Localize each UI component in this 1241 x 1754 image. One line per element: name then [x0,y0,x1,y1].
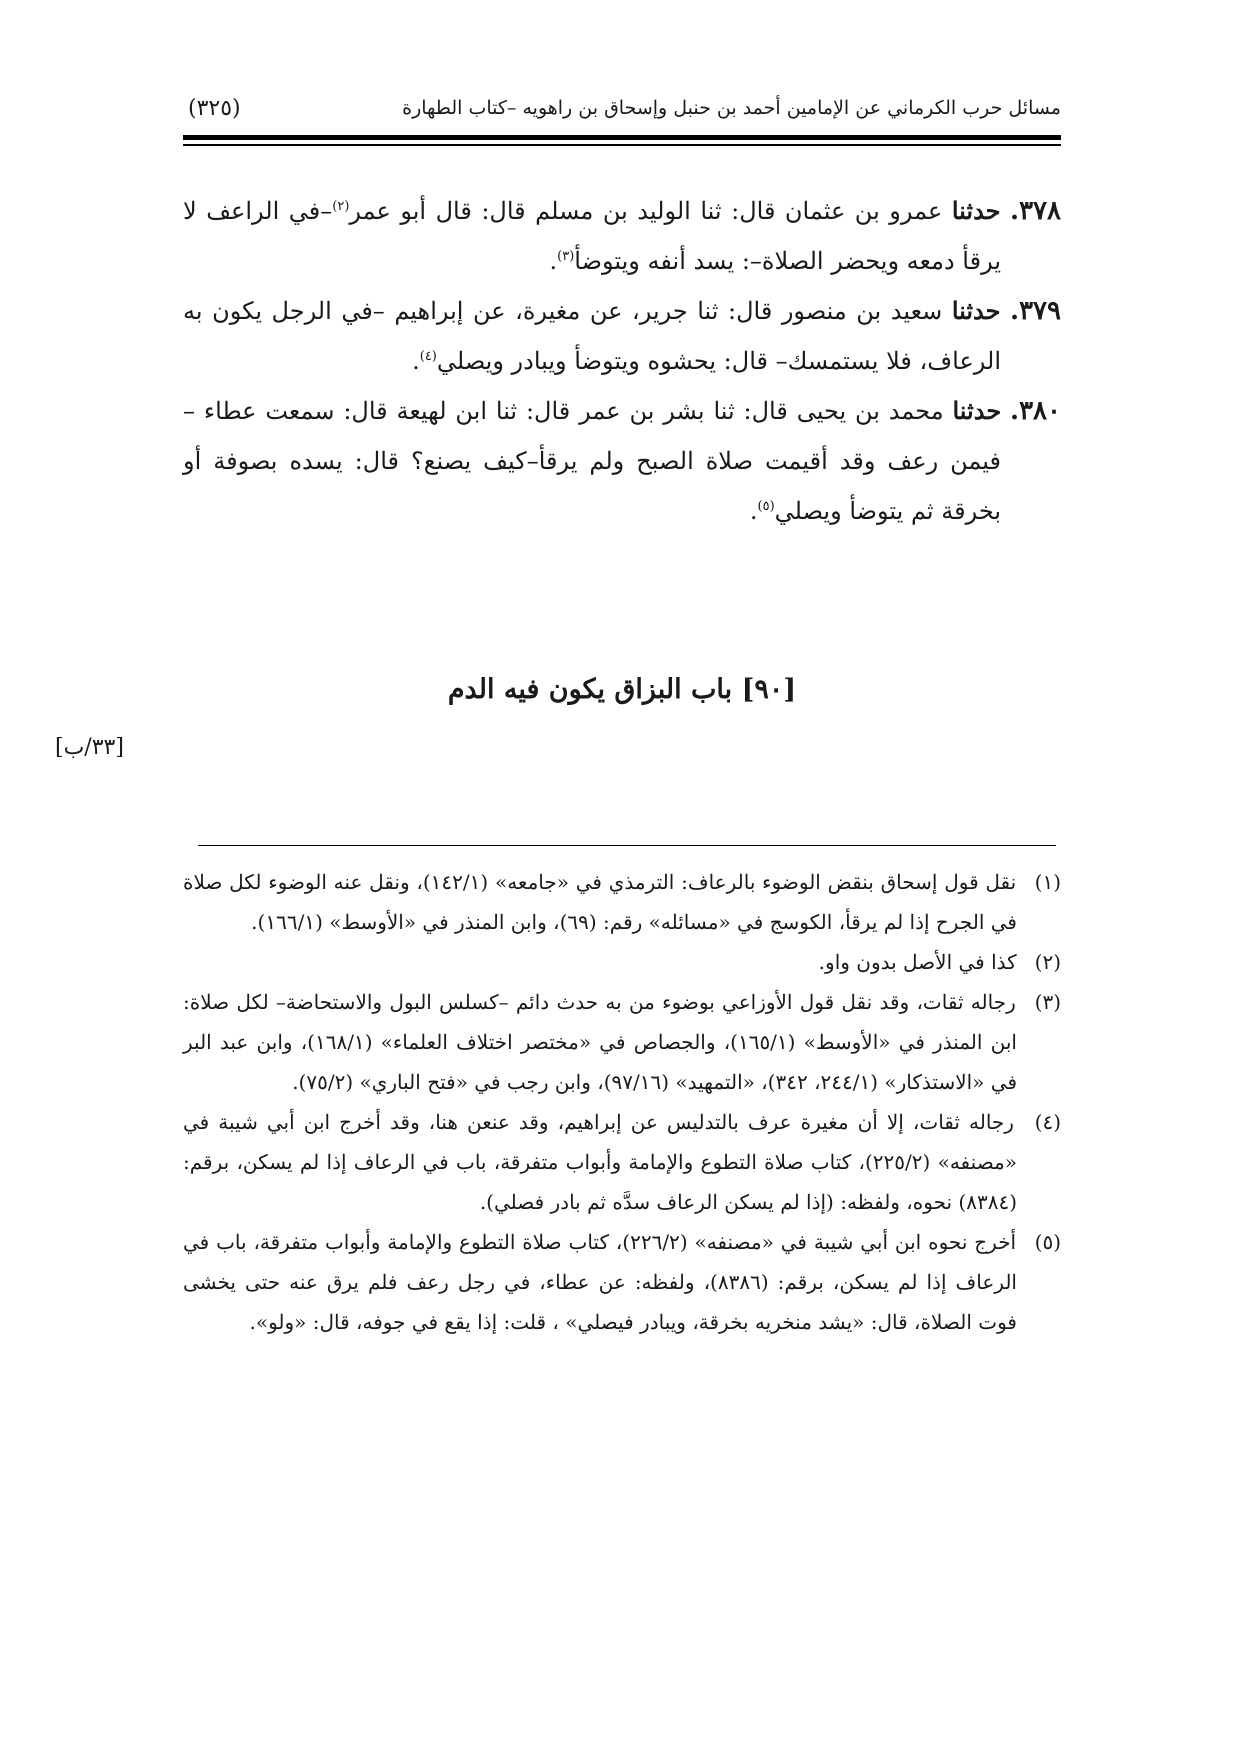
footnote-ref[interactable]: (٥) [757,499,775,514]
entry-text: –في الراعف لا يرقأ دمعه ويحضر الصلاة–: يسد أنفه ويتوضأ [183,197,1001,275]
footnote-text: أخرج نحوه ابن أبي شيبة في «مصنفه» (٢٢٦/٢)، كتاب صلاة التطوع والإمامة وأبواب متفرقة، باب في الرعاف إذا لم يسكن، برقم: (٨٣٨٦)، ولفظه: عن عطاء، في رجل رعف فلم يرق عنه حتى يخشى فوت الصلاة، قال: «يشد منخريه بخرقة، ويبادر فيصلي» ، قلت: إذا يقع في جوفه، قال: «ولو». [183,1230,1017,1334]
footnote-text: نقل قول إسحاق بنقض الوضوء بالرعاف: الترمذي في «جامعه» (١٤٢/١)، ونقل عنه الوضوء لكل صلاة في الجرح إذا لم يرقأ، الكوسج في «مسائله» رقم: (٦٩)، وابن المنذر في «الأوسط» (١٦٦/١). [183,870,1017,934]
footnote-number: (١) [1034,870,1062,894]
header-rule-thick [183,135,1061,140]
footnote-text: رجاله ثقات، وقد نقل قول الأوزاعي بوضوء من به حدث دائم –كسلس البول والاستحاضة– لكل صلاة: ابن المنذر في «الأوسط» (١٦٥/١)، والجصاص في «مختصر اختلاف العلماء» (١٦٨/١)، وابن عبد البر في «الاستذكار» (٢٤٤/١، ٣٤٢)، «التمهيد» (٩٧/١٦)، وابن رجب في «فتح الباري» (٧٥/٢). [183,990,1017,1094]
footnote-4 [183,1102,1061,1222]
entry-number: ٣٧٨. [1010,196,1061,226]
footnote-text: رجاله ثقات، إلا أن مغيرة عرف بالتدليس عن إبراهيم، وقد عنعن هنا، وقد أخرج ابن أبي شيبة في «مصنفه» (٢٢٥/٢)، كتاب صلاة التطوع والإمامة وأبواب متفرقة، باب في الرعاف إذا لم يسكن، برقم: (٨٣٨٤) نحوه، ولفظه: (إذا لم يسكن الرعاف سدَّه ثم بادر فصلي). [183,1110,1017,1214]
entry-text: . [549,247,558,275]
entry-number: ٣٧٩. [1010,296,1061,326]
footnote-number: (٤) [1034,1110,1062,1134]
book-title: مسائل حرب الكرماني عن الإمامين أحمد بن حنبل وإسحاق بن راهويه –كتاب الطهارة [402,97,1061,119]
entry-text: سعيد بن منصور قال: ثنا جرير، عن مغيرة، عن إبراهيم –في الرجل يكون به الرعاف، فلا يستمسك– قال: يحشوه ويتوضأ ويبادر ويصلي [183,297,1001,375]
entry-text: عمرو بن عثمان قال: ثنا الوليد بن مسلم قال: قال أبو عمر [349,197,943,225]
entry-380 [183,386,1061,536]
entry-lead: حدثنا [952,396,1002,425]
entry-lead: حدثنا [951,296,1001,325]
footnote-1 [183,862,1061,942]
footnote-separator [198,845,1056,846]
footnote-number: (٣) [1034,990,1061,1014]
page-number: (٣٢٥) [188,95,241,121]
footnote-2 [183,942,1061,982]
folio-marker: [٣٣/ب] [55,735,124,760]
footnote-5 [183,1222,1061,1342]
header-rule-thin [183,144,1061,146]
footnote-ref[interactable]: (٢) [332,199,350,214]
entry-379 [183,286,1061,386]
footnote-3 [183,982,1061,1102]
entry-number: ٣٨٠. [1010,396,1061,426]
footnote-number: (٥) [1034,1230,1061,1254]
footnote-number: (٢) [1034,950,1061,974]
chapter-heading: [٩٠] باب البزاق يكون فيه الدم [447,674,797,705]
entry-lead: حدثنا [951,196,1001,225]
entry-378 [183,186,1061,286]
footnotes [183,862,1061,1342]
entry-text: محمد بن يحيى قال: ثنا بشر بن عمر قال: ثنا ابن لهيعة قال: سمعت عطاء – فيمن رعف وقد أقيمت صلاة الصبح ولم يرقأ–كيف يصنع؟ قال: يسده بصوفة أو بخرقة ثم يتوضأ ويصلي [183,397,1001,525]
running-header [188,88,1061,128]
footnote-ref[interactable]: (٣) [557,249,575,264]
footnote-text: كذا في الأصل بدون واو. [818,950,1017,974]
entry-text: . [749,497,758,525]
entry-text: . [412,347,420,375]
main-body [183,186,1061,536]
footnote-ref[interactable]: (٤) [419,349,437,364]
